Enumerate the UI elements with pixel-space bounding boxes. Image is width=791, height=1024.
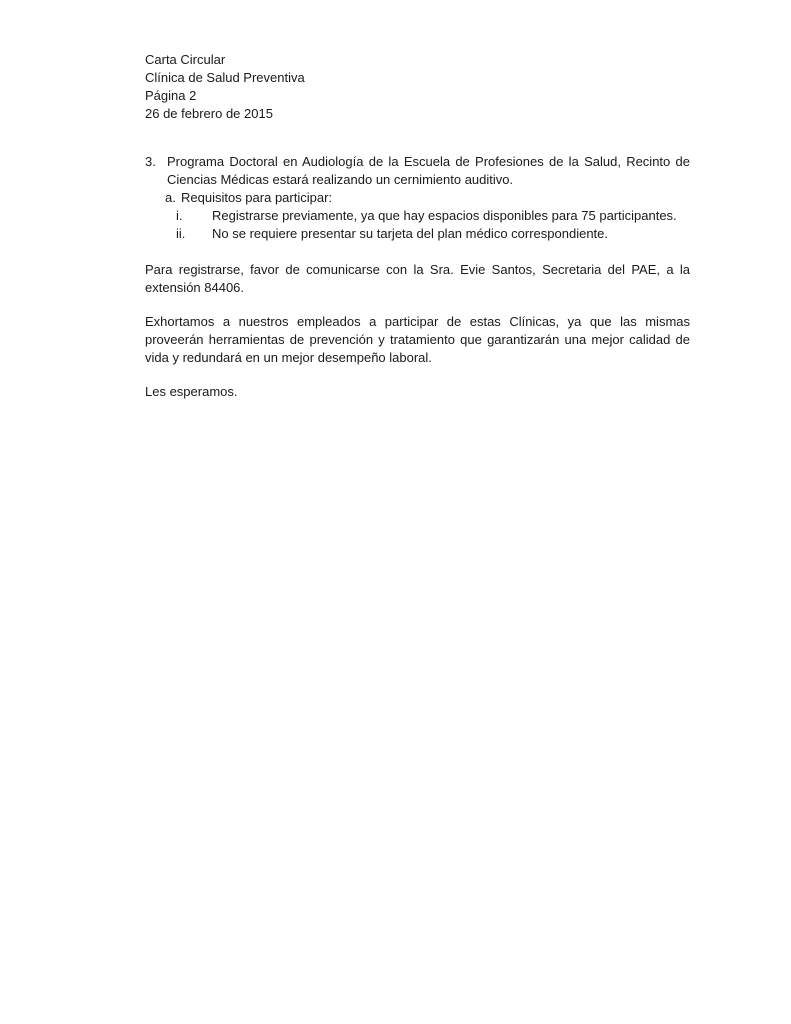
header-date: 26 de febrero de 2015 [145,106,273,121]
requirement-number: ii. [176,226,186,241]
closing-line: Les esperamos. [145,384,238,399]
header-organization: Clínica de Salud Preventiva [145,70,305,85]
requirement-text: Registrarse previamente, ya que hay espacios disponibles para 75 participantes. [212,208,677,223]
requirement-number: i. [176,208,183,223]
list-item-text: Programa Doctoral en Audiología de la Escuela de Profesiones de la Salud, Recinto de Ciencias Médicas estará realizando un cernimiento auditivo. [167,154,690,187]
sub-item-a [165,189,332,207]
requirement-text: No se requiere presentar su tarjeta del plan médico correspondiente. [212,226,609,241]
header-page-number: Página 2 [145,88,197,103]
letter-header [145,51,545,123]
header-document-type: Carta Circular [145,52,226,67]
list-item-number: 3. [145,154,156,169]
sub-item-text: Requisitos para participar: [181,190,333,205]
exhortation-paragraph: Exhortamos a nuestros empleados a participar de estas Clínicas, ya que las mismas proveerán herramientas de prevención y tratamiento que garantizarán una mejor calidad de vida y redundará en un mejor desempeño laboral. [145,314,690,365]
sub-item-letter: a. [165,190,176,205]
registration-paragraph: Para registrarse, favor de comunicarse con la Sra. Evie Santos, Secretaria del PAE, a la extensión 84406. [145,262,690,295]
